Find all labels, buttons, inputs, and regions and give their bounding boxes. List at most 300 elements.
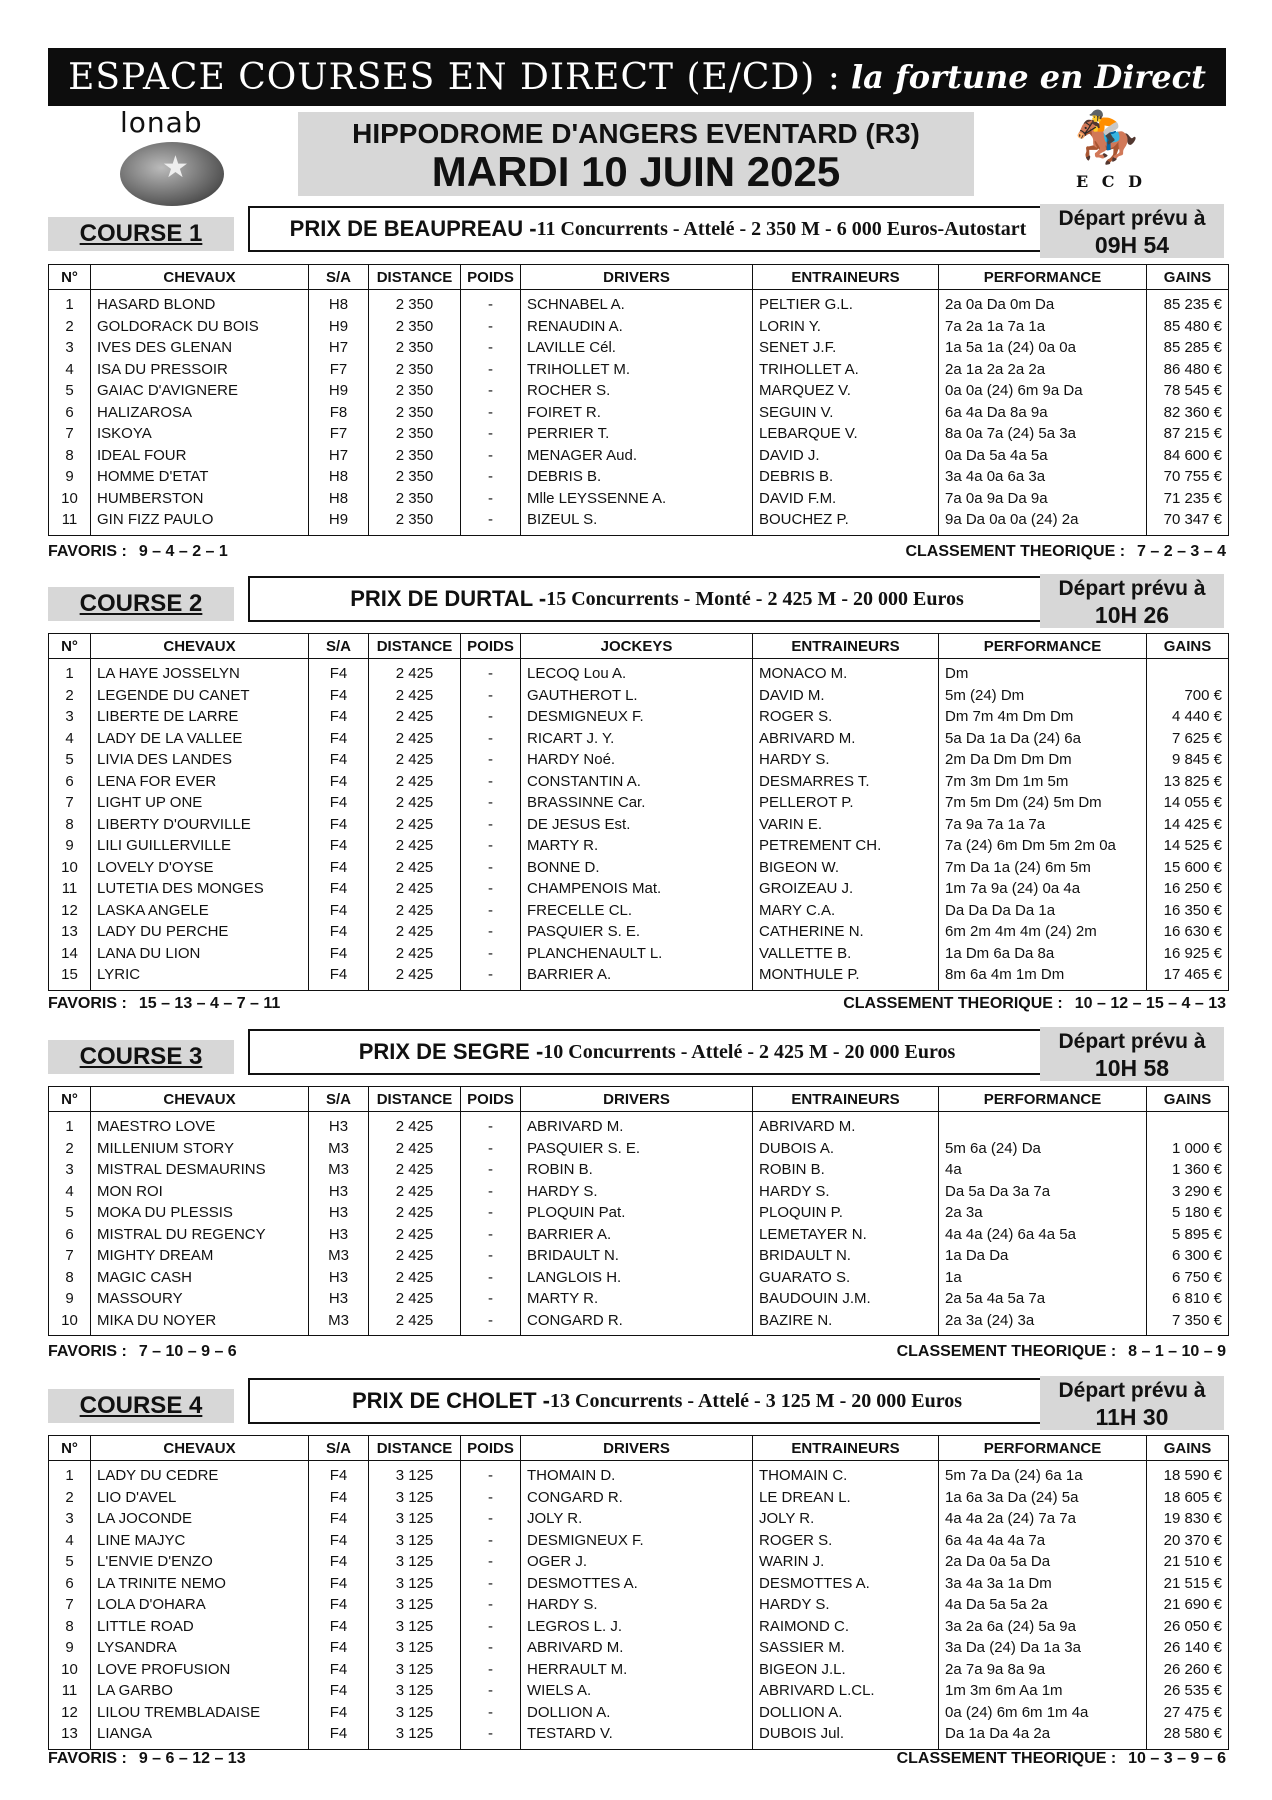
cell-weight: - bbox=[461, 423, 521, 445]
cell-performance: 2a 3a bbox=[939, 1202, 1147, 1224]
cell-sex-age: F4 bbox=[309, 1487, 369, 1509]
cell-performance: 1a Dm 6a Da 8a bbox=[939, 943, 1147, 965]
cell-distance: 2 425 bbox=[369, 771, 461, 793]
column-header-distance: DISTANCE bbox=[369, 634, 461, 659]
table-row bbox=[49, 1224, 1229, 1246]
favoris-label: FAVORIS : bbox=[48, 543, 127, 560]
cell-weight: - bbox=[461, 728, 521, 750]
cell-earnings: 70 347 € bbox=[1147, 509, 1229, 535]
cell-number: 9 bbox=[49, 466, 91, 488]
table-row bbox=[49, 685, 1229, 707]
cell-sex-age: M3 bbox=[309, 1159, 369, 1181]
cell-number: 12 bbox=[49, 1702, 91, 1724]
cell-earnings: 700 € bbox=[1147, 685, 1229, 707]
cell-performance: 2a 7a 9a 8a 9a bbox=[939, 1659, 1147, 1681]
cell-trainer: SASSIER M. bbox=[753, 1637, 939, 1659]
departure-time: 10H 58 bbox=[1094, 1055, 1170, 1081]
cell-sex-age: M3 bbox=[309, 1245, 369, 1267]
cell-horse: MASSOURY bbox=[91, 1288, 309, 1310]
cell-number: 6 bbox=[49, 402, 91, 424]
cell-distance: 2 425 bbox=[369, 1181, 461, 1203]
cell-distance: 2 425 bbox=[369, 878, 461, 900]
cell-sex-age: F4 bbox=[309, 1702, 369, 1724]
cell-trainer: GROIZEAU J. bbox=[753, 878, 939, 900]
departure-box bbox=[1040, 1027, 1224, 1081]
cell-earnings: 18 590 € bbox=[1147, 1461, 1229, 1487]
cell-performance: Da Da Da Da 1a bbox=[939, 900, 1147, 922]
cell-weight: - bbox=[461, 1112, 521, 1138]
cell-distance: 2 425 bbox=[369, 1310, 461, 1336]
course-label: COURSE 2 bbox=[48, 587, 234, 621]
cell-weight: - bbox=[461, 921, 521, 943]
cell-earnings: 14 425 € bbox=[1147, 814, 1229, 836]
table-row bbox=[49, 857, 1229, 879]
cell-performance: 1a bbox=[939, 1267, 1147, 1289]
table-row bbox=[49, 290, 1229, 316]
cell-performance: 5m 7a Da (24) 6a 1a bbox=[939, 1461, 1147, 1487]
cell-earnings: 27 475 € bbox=[1147, 1702, 1229, 1724]
column-header-sex-age: S/A bbox=[309, 634, 369, 659]
cell-rider: FOIRET R. bbox=[521, 402, 753, 424]
cell-sex-age: F4 bbox=[309, 792, 369, 814]
cell-sex-age: F4 bbox=[309, 1573, 369, 1595]
cell-earnings bbox=[1147, 659, 1229, 685]
cell-performance: 2a Da 0a 5a Da bbox=[939, 1551, 1147, 1573]
cell-distance: 2 425 bbox=[369, 814, 461, 836]
table-row bbox=[49, 359, 1229, 381]
table-row bbox=[49, 1530, 1229, 1552]
cell-weight: - bbox=[461, 488, 521, 510]
departure-box bbox=[1040, 204, 1224, 258]
cell-earnings: 71 235 € bbox=[1147, 488, 1229, 510]
prix-name: PRIX DE DURTAL - bbox=[350, 586, 547, 611]
column-header-earnings: GAINS bbox=[1147, 634, 1229, 659]
cell-horse: LIBERTY D'OURVILLE bbox=[91, 814, 309, 836]
lonab-logo bbox=[112, 106, 222, 202]
cell-distance: 3 125 bbox=[369, 1461, 461, 1487]
cell-number: 13 bbox=[49, 1723, 91, 1749]
column-header-weight: POIDS bbox=[461, 634, 521, 659]
cell-earnings: 15 600 € bbox=[1147, 857, 1229, 879]
table-row bbox=[49, 1616, 1229, 1638]
favoris-line bbox=[48, 995, 280, 1013]
classement-line bbox=[843, 995, 1226, 1013]
course-label: COURSE 1 bbox=[48, 217, 234, 251]
cell-number: 5 bbox=[49, 380, 91, 402]
cell-trainer: ABRIVARD L.CL. bbox=[753, 1680, 939, 1702]
cell-horse: IVES DES GLENAN bbox=[91, 337, 309, 359]
cell-number: 10 bbox=[49, 857, 91, 879]
cell-distance: 2 425 bbox=[369, 1245, 461, 1267]
cell-rider: CONSTANTIN A. bbox=[521, 771, 753, 793]
cell-sex-age: F4 bbox=[309, 1659, 369, 1681]
cell-sex-age: H8 bbox=[309, 488, 369, 510]
departure-label: Départ prévu à bbox=[1058, 207, 1206, 230]
cell-horse: LA GARBO bbox=[91, 1680, 309, 1702]
cell-weight: - bbox=[461, 402, 521, 424]
cell-distance: 2 425 bbox=[369, 1138, 461, 1160]
cell-trainer: DUBOIS Jul. bbox=[753, 1723, 939, 1749]
cell-distance: 2 350 bbox=[369, 290, 461, 316]
table-row bbox=[49, 943, 1229, 965]
table-row bbox=[49, 1702, 1229, 1724]
cell-earnings: 16 350 € bbox=[1147, 900, 1229, 922]
cell-weight: - bbox=[461, 659, 521, 685]
cell-distance: 2 350 bbox=[369, 337, 461, 359]
cell-earnings: 4 440 € bbox=[1147, 706, 1229, 728]
cell-trainer: BAZIRE N. bbox=[753, 1310, 939, 1336]
table-row bbox=[49, 1723, 1229, 1749]
cell-trainer: DUBOIS A. bbox=[753, 1138, 939, 1160]
cell-earnings: 26 140 € bbox=[1147, 1637, 1229, 1659]
column-header-sex-age: S/A bbox=[309, 1436, 369, 1461]
cell-trainer: LEMETAYER N. bbox=[753, 1224, 939, 1246]
cell-distance: 3 125 bbox=[369, 1723, 461, 1749]
cell-sex-age: H8 bbox=[309, 466, 369, 488]
table-row bbox=[49, 1461, 1229, 1487]
cell-sex-age: F4 bbox=[309, 878, 369, 900]
table-row bbox=[49, 488, 1229, 510]
column-header-earnings: GAINS bbox=[1147, 1436, 1229, 1461]
cell-number: 10 bbox=[49, 1310, 91, 1336]
cell-earnings: 18 605 € bbox=[1147, 1487, 1229, 1509]
cell-weight: - bbox=[461, 466, 521, 488]
cell-trainer: MARY C.A. bbox=[753, 900, 939, 922]
cell-rider: THOMAIN D. bbox=[521, 1461, 753, 1487]
cell-number: 8 bbox=[49, 1616, 91, 1638]
cell-performance: Dm bbox=[939, 659, 1147, 685]
cell-sex-age: H3 bbox=[309, 1267, 369, 1289]
departure-time: 10H 26 bbox=[1094, 602, 1170, 628]
cell-weight: - bbox=[461, 771, 521, 793]
cell-earnings: 1 360 € bbox=[1147, 1159, 1229, 1181]
column-header-weight: POIDS bbox=[461, 265, 521, 290]
cell-sex-age: H9 bbox=[309, 509, 369, 535]
cell-rider: LAVILLE Cél. bbox=[521, 337, 753, 359]
cell-earnings: 14 055 € bbox=[1147, 792, 1229, 814]
cell-horse: LA JOCONDE bbox=[91, 1508, 309, 1530]
cell-sex-age: F4 bbox=[309, 1530, 369, 1552]
cell-weight: - bbox=[461, 1702, 521, 1724]
cell-number: 8 bbox=[49, 814, 91, 836]
cell-number: 9 bbox=[49, 1637, 91, 1659]
cell-trainer: PELLEROT P. bbox=[753, 792, 939, 814]
cell-distance: 2 425 bbox=[369, 1224, 461, 1246]
cell-trainer: ABRIVARD M. bbox=[753, 1112, 939, 1138]
cell-trainer: CATHERINE N. bbox=[753, 921, 939, 943]
runners-table bbox=[48, 264, 1229, 536]
cell-rider: RENAUDIN A. bbox=[521, 316, 753, 338]
cell-weight: - bbox=[461, 380, 521, 402]
cell-performance: 4a 4a (24) 6a 4a 5a bbox=[939, 1224, 1147, 1246]
cell-distance: 2 350 bbox=[369, 509, 461, 535]
cell-horse: MAESTRO LOVE bbox=[91, 1112, 309, 1138]
cell-sex-age: F4 bbox=[309, 1637, 369, 1659]
cell-trainer: DAVID M. bbox=[753, 685, 939, 707]
table-row bbox=[49, 445, 1229, 467]
cell-earnings: 87 215 € bbox=[1147, 423, 1229, 445]
table-row bbox=[49, 792, 1229, 814]
cell-rider: CONGARD R. bbox=[521, 1310, 753, 1336]
cell-number: 7 bbox=[49, 423, 91, 445]
cell-performance: 5m 6a (24) Da bbox=[939, 1138, 1147, 1160]
runners-table bbox=[48, 1086, 1229, 1336]
cell-performance: Da 5a Da 3a 7a bbox=[939, 1181, 1147, 1203]
cell-number: 4 bbox=[49, 728, 91, 750]
cell-distance: 2 425 bbox=[369, 728, 461, 750]
cell-sex-age: F4 bbox=[309, 706, 369, 728]
cell-number: 13 bbox=[49, 921, 91, 943]
cell-trainer: MONTHULE P. bbox=[753, 964, 939, 990]
cell-performance: Dm 7m 4m Dm Dm bbox=[939, 706, 1147, 728]
cell-weight: - bbox=[461, 1659, 521, 1681]
cell-earnings: 3 290 € bbox=[1147, 1181, 1229, 1203]
cell-performance: 6m 2m 4m 4m (24) 2m bbox=[939, 921, 1147, 943]
column-header-rider: DRIVERS bbox=[521, 1436, 753, 1461]
departure-label: Départ prévu à bbox=[1058, 1379, 1206, 1402]
column-header-rider: JOCKEYS bbox=[521, 634, 753, 659]
cell-rider: LECOQ Lou A. bbox=[521, 659, 753, 685]
cell-horse: LYRIC bbox=[91, 964, 309, 990]
prix-details: 15 Concurrents - Monté - 2 425 M - 20 000 Euros bbox=[546, 587, 964, 610]
cell-trainer: BOUCHEZ P. bbox=[753, 509, 939, 535]
cell-weight: - bbox=[461, 1594, 521, 1616]
runners-table bbox=[48, 633, 1229, 991]
cell-performance: 6a 4a 4a 4a 7a bbox=[939, 1530, 1147, 1552]
cell-sex-age: F4 bbox=[309, 771, 369, 793]
cell-distance: 2 425 bbox=[369, 1202, 461, 1224]
cell-weight: - bbox=[461, 1680, 521, 1702]
classement-label: CLASSEMENT THEORIQUE : bbox=[896, 1343, 1117, 1360]
cell-rider: HERRAULT M. bbox=[521, 1659, 753, 1681]
column-header-performance: PERFORMANCE bbox=[939, 634, 1147, 659]
runners-table bbox=[48, 1435, 1229, 1750]
cell-performance: 5a Da 1a Da (24) 6a bbox=[939, 728, 1147, 750]
cell-sex-age: F7 bbox=[309, 359, 369, 381]
cell-horse: HUMBERSTON bbox=[91, 488, 309, 510]
departure-time: 09H 54 bbox=[1094, 232, 1170, 258]
cell-horse: LIANGA bbox=[91, 1723, 309, 1749]
cell-weight: - bbox=[461, 814, 521, 836]
cell-weight: - bbox=[461, 1637, 521, 1659]
column-header-trainer: ENTRAINEURS bbox=[753, 634, 939, 659]
cell-number: 11 bbox=[49, 1680, 91, 1702]
favoris-value: 7 – 10 – 9 – 6 bbox=[138, 1343, 237, 1360]
favoris-label: FAVORIS : bbox=[48, 1343, 127, 1360]
table-row bbox=[49, 1637, 1229, 1659]
table-row bbox=[49, 402, 1229, 424]
cell-number: 9 bbox=[49, 1288, 91, 1310]
cell-horse: LUTETIA DES MONGES bbox=[91, 878, 309, 900]
cell-distance: 3 125 bbox=[369, 1637, 461, 1659]
cell-distance: 2 350 bbox=[369, 380, 461, 402]
cell-earnings: 1 000 € bbox=[1147, 1138, 1229, 1160]
cell-horse: LEGENDE DU CANET bbox=[91, 685, 309, 707]
cell-performance: 7m 5m Dm (24) 5m Dm bbox=[939, 792, 1147, 814]
cell-number: 6 bbox=[49, 1224, 91, 1246]
cell-weight: - bbox=[461, 1159, 521, 1181]
table-row bbox=[49, 509, 1229, 535]
prix-name: PRIX DE BEAUPREAU - bbox=[289, 216, 537, 241]
cell-rider: DE JESUS Est. bbox=[521, 814, 753, 836]
cell-weight: - bbox=[461, 1530, 521, 1552]
table-row bbox=[49, 337, 1229, 359]
table-row bbox=[49, 749, 1229, 771]
cell-sex-age: F7 bbox=[309, 423, 369, 445]
cell-rider: ABRIVARD M. bbox=[521, 1637, 753, 1659]
cell-weight: - bbox=[461, 1461, 521, 1487]
cell-number: 11 bbox=[49, 878, 91, 900]
table-row bbox=[49, 1594, 1229, 1616]
favoris-value: 9 – 4 – 2 – 1 bbox=[138, 543, 228, 560]
cell-number: 2 bbox=[49, 316, 91, 338]
cell-horse: L'ENVIE D'ENZO bbox=[91, 1551, 309, 1573]
cell-weight: - bbox=[461, 706, 521, 728]
cell-earnings: 26 260 € bbox=[1147, 1659, 1229, 1681]
table-row bbox=[49, 423, 1229, 445]
prix-title-box bbox=[248, 1378, 1066, 1424]
cell-earnings: 14 525 € bbox=[1147, 835, 1229, 857]
cell-number: 3 bbox=[49, 1159, 91, 1181]
cell-rider: BRIDAULT N. bbox=[521, 1245, 753, 1267]
cell-distance: 2 350 bbox=[369, 359, 461, 381]
table-row bbox=[49, 1659, 1229, 1681]
cell-number: 6 bbox=[49, 1573, 91, 1595]
cell-performance: 5m (24) Dm bbox=[939, 685, 1147, 707]
table-header-row bbox=[49, 634, 1229, 659]
cell-number: 3 bbox=[49, 337, 91, 359]
column-header-weight: POIDS bbox=[461, 1436, 521, 1461]
cell-rider: DOLLION A. bbox=[521, 1702, 753, 1724]
cell-rider: GAUTHEROT L. bbox=[521, 685, 753, 707]
cell-sex-age: F4 bbox=[309, 749, 369, 771]
cell-number: 1 bbox=[49, 290, 91, 316]
cell-rider: BARRIER A. bbox=[521, 1224, 753, 1246]
cell-weight: - bbox=[461, 749, 521, 771]
cell-weight: - bbox=[461, 1288, 521, 1310]
cell-sex-age: F4 bbox=[309, 1508, 369, 1530]
cell-trainer: ROGER S. bbox=[753, 1530, 939, 1552]
cell-distance: 3 125 bbox=[369, 1508, 461, 1530]
cell-performance: 7a (24) 6m Dm 5m 2m 0a bbox=[939, 835, 1147, 857]
cell-sex-age: H7 bbox=[309, 445, 369, 467]
cell-performance: 2a 5a 4a 5a 7a bbox=[939, 1288, 1147, 1310]
table-row bbox=[49, 659, 1229, 685]
cell-earnings: 7 625 € bbox=[1147, 728, 1229, 750]
cell-sex-age: F4 bbox=[309, 1551, 369, 1573]
cell-distance: 2 425 bbox=[369, 921, 461, 943]
cell-trainer: SEGUIN V. bbox=[753, 402, 939, 424]
cell-sex-age: M3 bbox=[309, 1138, 369, 1160]
cell-rider: BONNE D. bbox=[521, 857, 753, 879]
cell-sex-age: H7 bbox=[309, 337, 369, 359]
cell-earnings: 26 050 € bbox=[1147, 1616, 1229, 1638]
cell-distance: 2 350 bbox=[369, 423, 461, 445]
cell-performance: 3a 4a 0a 6a 3a bbox=[939, 466, 1147, 488]
cell-rider: MENAGER Aud. bbox=[521, 445, 753, 467]
column-header-earnings: GAINS bbox=[1147, 265, 1229, 290]
table-row bbox=[49, 771, 1229, 793]
cell-performance: 0a 0a (24) 6m 9a Da bbox=[939, 380, 1147, 402]
classement-value: 10 – 3 – 9 – 6 bbox=[1128, 1750, 1226, 1767]
cell-distance: 2 350 bbox=[369, 466, 461, 488]
cell-weight: - bbox=[461, 943, 521, 965]
classement-line bbox=[897, 1343, 1226, 1361]
cell-earnings: 70 755 € bbox=[1147, 466, 1229, 488]
cell-trainer: VARIN E. bbox=[753, 814, 939, 836]
cell-distance: 2 425 bbox=[369, 1288, 461, 1310]
cell-horse: GAIAC D'AVIGNERE bbox=[91, 380, 309, 402]
cell-horse: LOVE PROFUSION bbox=[91, 1659, 309, 1681]
cell-number: 7 bbox=[49, 1245, 91, 1267]
cell-number: 5 bbox=[49, 1551, 91, 1573]
cell-weight: - bbox=[461, 1202, 521, 1224]
cell-rider: OGER J. bbox=[521, 1551, 753, 1573]
cell-performance: 7a 9a 7a 1a 7a bbox=[939, 814, 1147, 836]
cell-trainer: HARDY S. bbox=[753, 1594, 939, 1616]
table-row bbox=[49, 466, 1229, 488]
cell-rider: PASQUIER S. E. bbox=[521, 921, 753, 943]
cell-rider: TESTARD V. bbox=[521, 1723, 753, 1749]
cell-performance: 1a Da Da bbox=[939, 1245, 1147, 1267]
cell-rider: PLOQUIN Pat. bbox=[521, 1202, 753, 1224]
cell-performance: 0a Da 5a 4a 5a bbox=[939, 445, 1147, 467]
cell-distance: 2 425 bbox=[369, 1267, 461, 1289]
cell-earnings: 9 845 € bbox=[1147, 749, 1229, 771]
cell-weight: - bbox=[461, 685, 521, 707]
cell-distance: 2 425 bbox=[369, 1112, 461, 1138]
cell-earnings: 16 250 € bbox=[1147, 878, 1229, 900]
prix-name: PRIX DE CHOLET - bbox=[351, 1388, 550, 1413]
cell-horse: LILOU TREMBLADAISE bbox=[91, 1702, 309, 1724]
cell-rider: FRECELLE CL. bbox=[521, 900, 753, 922]
classement-value: 8 – 1 – 10 – 9 bbox=[1128, 1343, 1226, 1360]
cell-performance: 7a 2a 1a 7a 1a bbox=[939, 316, 1147, 338]
cell-horse: LYSANDRA bbox=[91, 1637, 309, 1659]
table-row bbox=[49, 728, 1229, 750]
cell-horse: GIN FIZZ PAULO bbox=[91, 509, 309, 535]
cell-rider: ABRIVARD M. bbox=[521, 1112, 753, 1138]
cell-number: 4 bbox=[49, 359, 91, 381]
cell-sex-age: F4 bbox=[309, 900, 369, 922]
cell-earnings: 6 300 € bbox=[1147, 1245, 1229, 1267]
cell-weight: - bbox=[461, 900, 521, 922]
favoris-value: 9 – 6 – 12 – 13 bbox=[138, 1750, 246, 1767]
cell-horse: LADY DU PERCHE bbox=[91, 921, 309, 943]
table-row bbox=[49, 921, 1229, 943]
cell-sex-age: F4 bbox=[309, 1461, 369, 1487]
cell-number: 10 bbox=[49, 1659, 91, 1681]
cell-horse: LASKA ANGELE bbox=[91, 900, 309, 922]
cell-weight: - bbox=[461, 792, 521, 814]
cell-performance: 1m 3m 6m Aa 1m bbox=[939, 1680, 1147, 1702]
cell-trainer: VALLETTE B. bbox=[753, 943, 939, 965]
cell-horse: MOKA DU PLESSIS bbox=[91, 1202, 309, 1224]
table-row bbox=[49, 1181, 1229, 1203]
table-row bbox=[49, 1573, 1229, 1595]
cell-sex-age: H3 bbox=[309, 1288, 369, 1310]
cell-weight: - bbox=[461, 1487, 521, 1509]
cell-number: 4 bbox=[49, 1530, 91, 1552]
cell-performance: 8a 0a 7a (24) 5a 3a bbox=[939, 423, 1147, 445]
column-header-horse: CHEVAUX bbox=[91, 634, 309, 659]
cell-trainer: BIGEON J.L. bbox=[753, 1659, 939, 1681]
cell-rider: HARDY S. bbox=[521, 1594, 753, 1616]
cell-weight: - bbox=[461, 1551, 521, 1573]
column-header-horse: CHEVAUX bbox=[91, 1087, 309, 1112]
cell-earnings: 82 360 € bbox=[1147, 402, 1229, 424]
cell-weight: - bbox=[461, 1245, 521, 1267]
